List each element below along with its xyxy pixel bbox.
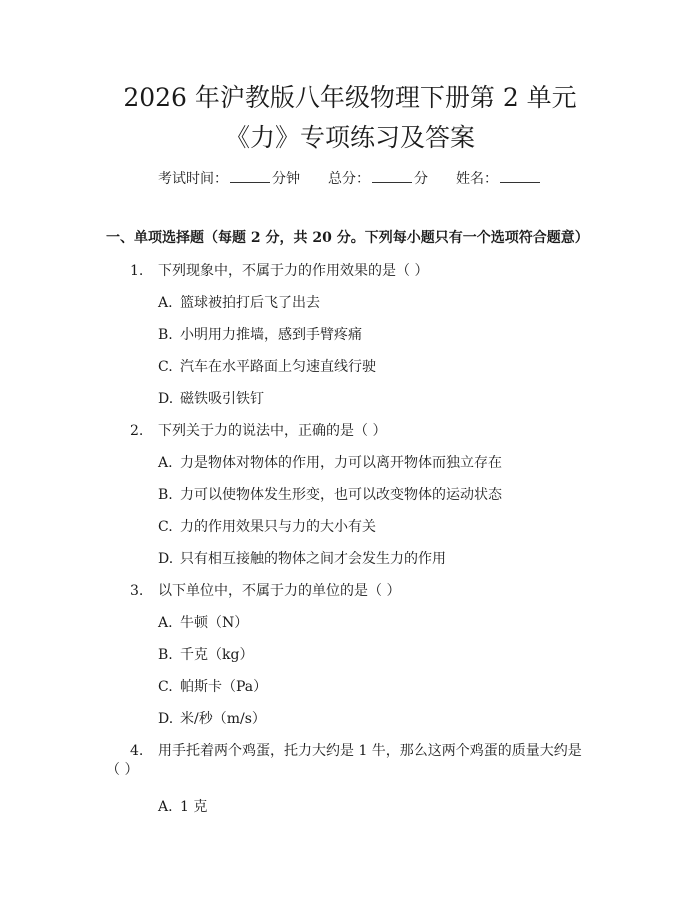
option-text: 篮球被拍打后飞了出去 (180, 295, 320, 311)
exam-info (0, 170, 700, 188)
option-letter: C. (158, 519, 173, 535)
option-text: 磁铁吸引铁钉 (180, 391, 264, 407)
question-3-option-b (158, 646, 253, 664)
exam-time-unit: 分钟 (272, 171, 300, 187)
question-3-option-c (158, 678, 267, 696)
exam-time-blank (230, 170, 270, 183)
question-text: 用手托着两个鸡蛋，托力大约是 1 牛，那么这两个鸡蛋的质量大约是 (158, 743, 582, 759)
question-3-option-d (158, 710, 266, 728)
option-letter: B. (158, 647, 173, 663)
option-text: 帕斯卡（Pa） (180, 679, 268, 695)
option-letter: A. (158, 799, 173, 815)
option-letter: C. (158, 359, 173, 375)
question-4-continued: （ ） (106, 762, 139, 778)
question-2-option-c (158, 518, 376, 536)
question-1-option-d (158, 390, 264, 408)
question-2-option-a (158, 454, 502, 472)
exam-time-label: 考试时间： (158, 171, 228, 187)
question-1-option-c (158, 358, 376, 376)
question-text: 下列现象中，不属于力的作用效果的是（ ） (158, 263, 429, 279)
document-title-line1: 2026 年沪教版八年级物理下册第 2 单元 (123, 83, 577, 112)
option-text: 力可以使物体发生形变，也可以改变物体的运动状态 (180, 487, 502, 503)
question-2-option-b (158, 486, 502, 504)
question-number: 4. (130, 743, 144, 759)
question-number: 1. (130, 263, 144, 279)
option-text: 1 克 (180, 799, 208, 815)
option-text: 只有相互接触的物体之间才会发生力的作用 (180, 551, 446, 567)
question-1 (130, 262, 428, 280)
option-text: 千克（kg） (180, 647, 254, 663)
option-letter: A. (158, 615, 173, 631)
question-number: 3. (130, 583, 144, 599)
section-heading: 一、单项选择题（每题 2 分，共 20 分。下列每小题只有一个选项符合题意） (106, 230, 589, 246)
question-text: 以下单位中，不属于力的单位的是（ ） (158, 583, 401, 599)
exam-score-label: 总分： (328, 171, 370, 187)
option-letter: B. (158, 487, 173, 503)
question-4 (130, 742, 582, 760)
exam-score-unit: 分 (414, 171, 428, 187)
option-text: 汽车在水平路面上匀速直线行驶 (180, 359, 376, 375)
question-number: 2. (130, 423, 144, 439)
option-letter: D. (158, 551, 174, 567)
question-1-option-a (158, 294, 320, 312)
option-text: 小明用力推墙，感到手臂疼痛 (180, 327, 362, 343)
option-text: 米/秒（m/s） (180, 711, 266, 727)
option-text: 力是物体对物体的作用，力可以离开物体而独立存在 (180, 455, 502, 471)
question-2-option-d (158, 550, 446, 568)
question-3-option-a (158, 614, 248, 632)
option-letter: D. (158, 711, 174, 727)
option-letter: C. (158, 679, 173, 695)
option-letter: A. (158, 295, 173, 311)
question-3 (130, 582, 400, 600)
option-letter: B. (158, 327, 173, 343)
question-1-option-b (158, 326, 362, 344)
question-4-option-a (158, 798, 207, 816)
question-2 (130, 422, 386, 440)
option-text: 牛顿（N） (180, 615, 249, 631)
exam-score-blank (372, 170, 412, 183)
exam-name-blank (500, 170, 540, 183)
option-letter: D. (158, 391, 174, 407)
option-text: 力的作用效果只与力的大小有关 (180, 519, 376, 535)
document-title-line2: 《力》专项练习及答案 (224, 123, 475, 152)
exam-name-label: 姓名： (456, 171, 498, 187)
question-text: 下列关于力的说法中，正确的是（ ） (158, 423, 387, 439)
option-letter: A. (158, 455, 173, 471)
